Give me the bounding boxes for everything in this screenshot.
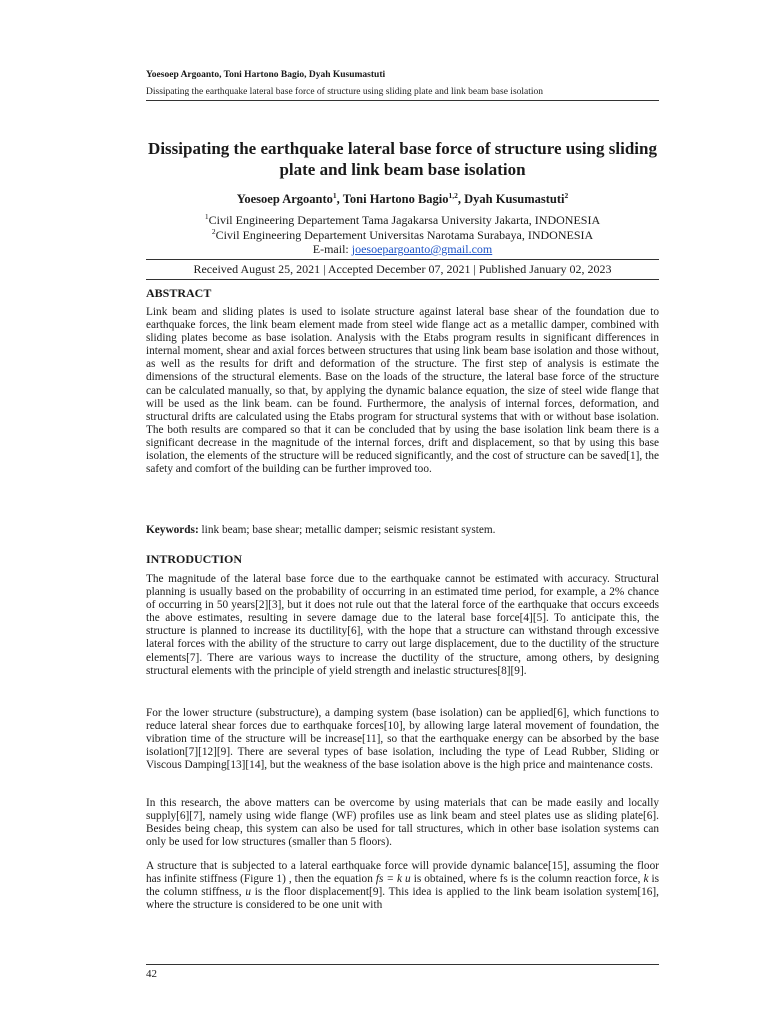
running-header-authors: Yoesoep Argoanto, Toni Hartono Bagio, Dyah Kusumastuti [146, 70, 386, 80]
author-affiliation-marker: 1,2 [448, 190, 458, 200]
affiliation-text: Civil Engineering Departement Tama Jagakarsa University Jakarta, INDONESIA [208, 213, 601, 227]
paragraph-text: is obtained, where fs is the column reaction force, [410, 873, 644, 886]
publication-dates: Received August 25, 2021 | Accepted December 07, 2021 | Published January 02, 2023 [193, 262, 612, 276]
author-affiliation-marker: 2 [564, 190, 569, 200]
running-header-title: Dissipating the earthquake lateral base force of structure using sliding plate and link beam base isolation [146, 87, 544, 97]
equation: fs = k u [375, 873, 411, 886]
intro-paragraph-3: In this research, the above matters can be overcome by using materials that can be made easily and locally supply[6][7], namely using wide flange (WF) profiles use as link beam and steel plates use as sliding plate[6]. Besides being cheap, this system can also be used for tall structures, which in other base isolation systems can only be used for low structures (smaller than 5 floors). [146, 797, 659, 849]
intro-paragraph-2: For the lower structure (substructure), a damping system (base isolation) can be applied[6], which functions to reduce lateral shear forces due to earthquake forces[10], by allowing large lateral movement of foundation, the vibration time of the structure will be increase[11], so that the earthquake energy can be absorbed by the base isolation[7][12][9]. There are several types of base isolation, including the type of Lead Rubber, Sliding or Viscous Damping[13][14], but the weakness of the base isolation above is the high price and maintenance costs. [146, 707, 659, 772]
author-name: Yoesoep Argoanto [236, 192, 333, 206]
email-link[interactable]: joesoepargoanto@gmail.com [351, 242, 493, 256]
author-name: Dyah Kusumastuti [464, 192, 565, 206]
paragraph-text: is the column stiffness, [146, 873, 660, 899]
affiliation-marker: 1 [204, 212, 209, 221]
keywords [146, 524, 659, 537]
affiliation-2 [146, 228, 659, 243]
paragraph-text: A structure that is subjected to a lateral earthquake force will provide dynamic balance[15], assuming the floor has infinite stiffness (Figure 1) , then the equation [146, 860, 659, 886]
intro-paragraph-4 [146, 860, 659, 912]
intro-paragraph-1: The magnitude of the lateral base force due to the earthquake cannot be estimated with accuracy. Structural planning is usually based on the probability of occurring in an estimated time period, for example, a 2% chance of occurring in 50 years[2][3], but it does not rule out that the lateral force of the earthquake that occurs exceeds the above estimates, resulting in severe damage due to the lateral base force[4][5]. To anticipate this, the structure is planned to increase its ductility[6], with the hope that a structure can withstand through excessive lateral forces with the ability of the structure to carry out large displacement, due to the ductility of the structure elements[7]. There are various ways to increase the ductility of the structure, among others, by designing structural elements with the principle of yield strength and inelastic structures[8][9]. [146, 573, 659, 677]
dates-top-divider [146, 259, 659, 260]
paragraph-text: is the floor displacement[9]. This idea is applied to the link beam isolation system[16], where the structure is considered to be one unit with [146, 886, 659, 912]
contact-email [146, 242, 659, 257]
email-label: E-mail: [312, 242, 352, 256]
affiliation-1 [146, 213, 659, 228]
variable-u: u [245, 886, 251, 899]
article-title: Dissipating the earthquake lateral base force of structure using sliding plate and link beam base isolation [148, 139, 657, 179]
abstract-text: Link beam and sliding plates is used to isolate structure against lateral base shear of the foundation due to earthquake forces, the link beam element made from steel wide flange act as a metallic damper, combined with sliding plates become as base isolation. Analysis with the Etabs program results in significant differences in internal moment, shear and axial forces between structures that using link beam base isolation and those without, as well as the results for drift and deformation of the structure. The first step of analysis is estimate the dimensions of the structural elements. Base on the loads of the structure, the lateral base force of the structure can be calculated manually, so that, by applying the dynamic balance equation, the size of steel wide flange that will be used as the link beam. can be found. Furthermore, the analysis of internal forces, deformation, and structural drifts are calculated using the Etabs program for structural systems that with or without base isolation. The both results are compared so that it can be concluded that by using the base isolation link beam there is a significant decrease in the magnitude of the internal forces, drift and displacement, so that by using this base isolation, the elements of the structure will be reduced significantly, and the cost of structure can be saved[1], the safety and comfort of the building can be further improved too. [146, 306, 659, 476]
affiliation-text: Civil Engineering Departement Universitas Narotama Surabaya, INDONESIA [215, 228, 594, 242]
footer-divider [146, 964, 659, 965]
abstract-heading: ABSTRACT [146, 286, 212, 300]
variable-k: k [643, 873, 649, 886]
affiliation-marker: 2 [211, 227, 216, 236]
introduction-heading: INTRODUCTION [146, 552, 243, 566]
page-number: 42 [146, 968, 157, 980]
author-list: Yoesoep Argoanto$^1$, Toni Hartono Bagio$^{1,2}$, Dyah Kusumastuti$^2$ [236, 190, 569, 206]
author-name: Toni Hartono Bagio [342, 192, 449, 206]
author-affiliation-marker: 1 [332, 190, 337, 200]
dates-bottom-divider [146, 279, 659, 280]
keywords-list: link beam; base shear; metallic damper; seismic resistant system. [198, 524, 496, 536]
keywords-label: Keywords: [146, 524, 199, 536]
header-divider [146, 100, 659, 101]
